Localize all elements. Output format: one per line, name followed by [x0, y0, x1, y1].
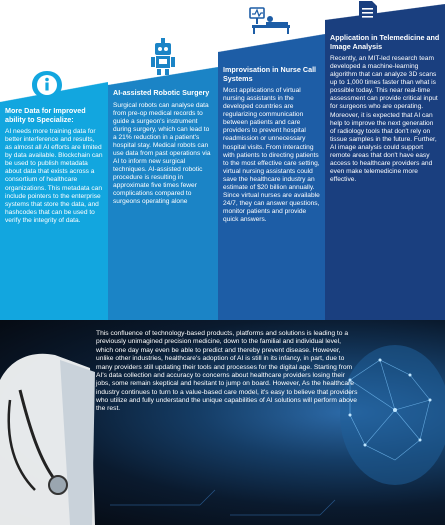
column-3-wedge — [218, 34, 325, 52]
column-data-specialize — [0, 102, 108, 320]
column-nurse-call — [218, 52, 325, 320]
column-4-wedge — [325, 4, 445, 20]
column-body: Recently, an MIT-led research team developed a machine-learning algorithm that can analyze 3D scans up to 1,000 times faster than what is possible today. This near real-time assessment can provide critical input for surgeons who are operating. Moreover, it is expected that AI can help to improve the next generation of radiology tools that don't rely on tissue samples in the future. Further, AI image analysis could support remote areas that don't have easy access to healthcare providers and even make telemedicine more effective. — [330, 55, 438, 183]
conclusion-text: This confluence of technology-based products, platforms and solutions is leading to a previously unimagined precision medicine, down to the familial and individual level, which one day may even be able to predict and thereby prevent disease. However, unlike other industries, healthcare's adoption of AI is still in its infancy, in part, due to many providers still updating their tools and processes for the digital age. Starting from AI's data collection and accuracy to concerns about healthcare providers losing their jobs, some remain skeptical and hesitant to jump on board. However, As the healthcare industry continues to turn to a value-based care model, it's easy to believe that providers who utilize and fully understand the unique capabilities of AI solutions will perform above the rest. — [96, 330, 358, 413]
conclusion-panel — [0, 320, 445, 525]
robot-icon — [150, 38, 176, 76]
column-heading: More Data for Improved ability to Specialize: — [5, 106, 86, 124]
hospital-bed-icon — [248, 6, 292, 36]
column-body: AI needs more training data for better interference and results, as almost all AI efforts are limited by data available. Blockchain can be used to publish metadata about data that exists across a consortium of healthcare organizations. This metadata can include pointers to the enterprise systems that store the data, and hashcodes that can be used to verify the integrity of data. — [5, 128, 103, 224]
column-body: Surgical robots can analyse data from pre-op medical records to guide a surgeon's instrument during surgery, which can lead to a 21% reduction in a patient's hospital stay. Medical robots can use data from past operations via AI to inform new surgical techniques. AI-assisted robotic procedure is resulting in approximate five times fewer complications compared to surgeons operating alone — [113, 101, 211, 206]
column-heading: AI-assisted Robotic Surgery — [113, 88, 210, 97]
column-telemedicine — [325, 20, 445, 320]
column-robotic-surgery — [108, 85, 218, 320]
column-heading: Application in Telemedicine and Image Analysis — [330, 33, 440, 51]
column-heading: Improvisation in Nurse Call Systems — [223, 65, 317, 83]
info-icon — [30, 70, 64, 106]
column-body: Most applications of virtual nursing assistants in the developed countries are regularizing communication between patients and care providers to prevent hospital readmission or unnecessary hospital visits. From interacting with patients to directing patients to the most effective care setting, virtual nursing assistants could save the healthcare industry an estimate of $20 billion annually. Since virtual nurses are available 24/7, they can answer questions, monitor patients and provide quick answers. — [223, 87, 320, 223]
